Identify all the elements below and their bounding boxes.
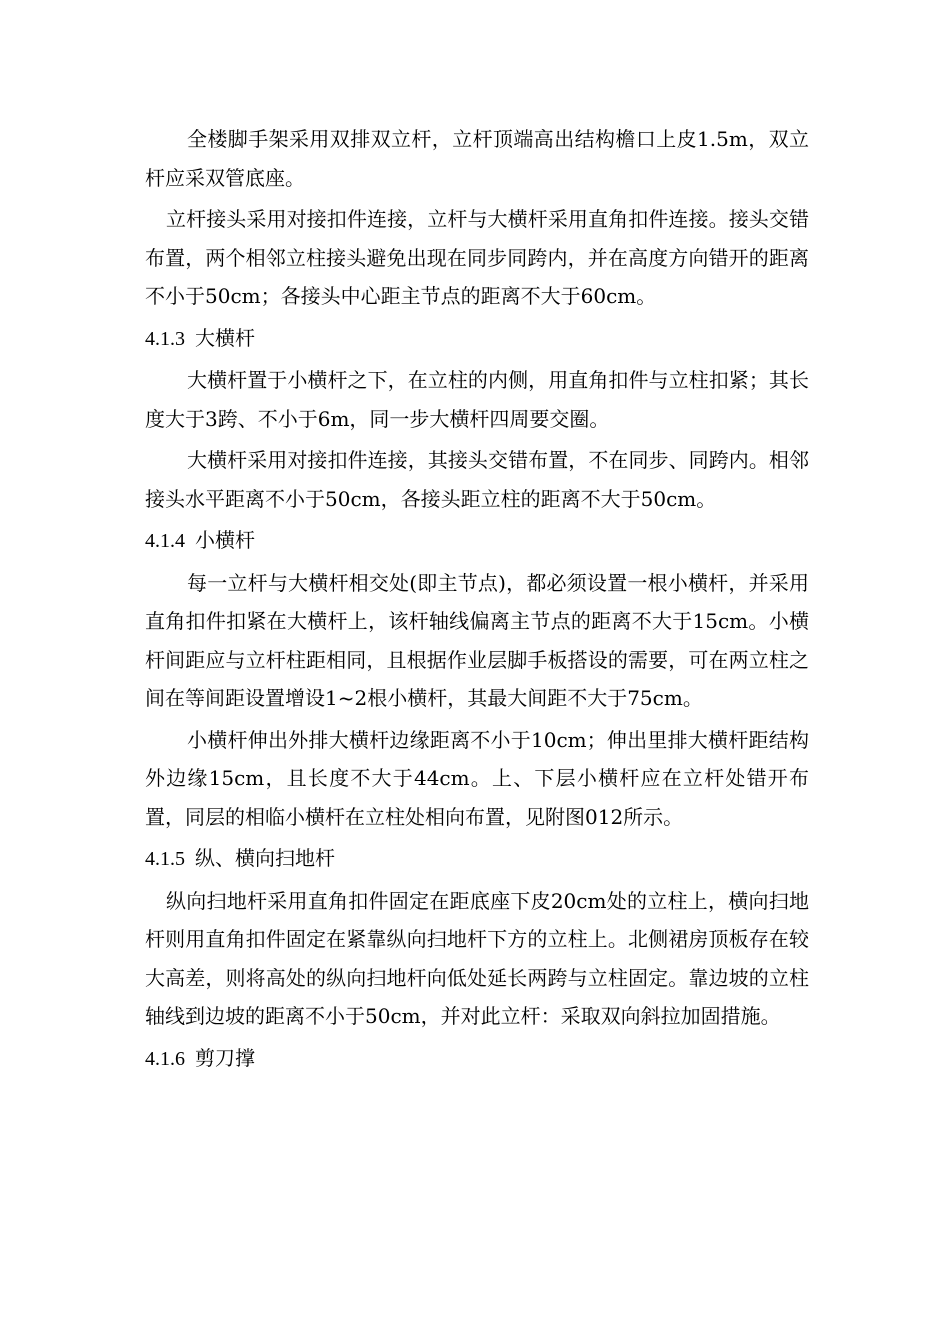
paragraph-large-crossbar-joints: 大横杆采用对接扣件连接，其接头交错布置，不在同步、同跨内。相邻接头水平距离不小于50cm，各接头距立柱的距离不大于50cm。	[145, 448, 809, 511]
section-title: 小横杆	[195, 528, 255, 552]
paragraph-pole-joints: 立杆接头采用对接扣件连接，立杆与大横杆采用直角扣件连接。接头交错布置，两个相邻立柱接头避免出现在同步同跨内，并在高度方向错开的距离不小于50cm；各接头中心距主节点的距离不大于60cm。	[145, 207, 809, 308]
section-title: 纵、横向扫地杆	[195, 846, 335, 870]
paragraph-sweeping-poles: 纵向扫地杆采用直角扣件固定在距底座下皮20cm处的立柱上，横向扫地杆则用直角扣件固定在紧靠纵向扫地杆下方的立柱上。北侧裙房顶板存在较大高差，则将高处的纵向扫地杆向低处延长两跨与立柱固定。靠边坡的立柱轴线到边坡的距离不小于50cm，并对此立杆：采取双向斜拉加固措施。	[145, 888, 809, 1028]
section-number: 4.1.4	[145, 530, 185, 552]
section-title: 剪刀撑	[195, 1045, 255, 1070]
section-heading-4-1-3	[145, 319, 809, 359]
section-number: 4.1.6	[145, 1047, 185, 1070]
paragraph-small-crossbar-placement: 每一立杆与大横杆相交处(即主节点)，都必须设置一根小横杆，并采用直角扣件扣紧在大横杆上，该杆轴线偏离主节点的距离不大于15cm。小横杆间距应与立杆柱距相同，且根据作业层脚手板搭设的需要，可在两立柱之间在等间距设置增设1~2根小横杆，其最大间距不大于75cm。	[145, 570, 809, 710]
paragraph-small-crossbar-extension: 小横杆伸出外排大横杆边缘距离不小于10cm；伸出里排大横杆距结构外边缘15cm，且长度不大于44cm。上、下层小横杆应在立杆处错开布置，同层的相临小横杆在立柱处相向布置，见附图012所示。	[145, 727, 809, 829]
paragraph-double-pole: 全楼脚手架采用双排双立杆，立杆顶端高出结构檐口上皮1.5m，双立杆应采双管底座。	[145, 127, 809, 190]
section-number: 4.1.3	[145, 327, 185, 350]
section-number: 4.1.5	[145, 848, 185, 870]
section-title: 大横杆	[195, 325, 255, 350]
paragraph-large-crossbar-placement: 大横杆置于小横杆之下，在立柱的内侧，用直角扣件与立柱扣紧；其长度大于3跨、不小于6m，同一步大横杆四周要交圈。	[145, 368, 809, 431]
section-heading-4-1-5	[145, 839, 809, 879]
section-heading-4-1-6	[145, 1039, 809, 1079]
section-heading-4-1-4	[145, 521, 809, 561]
document-page	[145, 120, 809, 1081]
